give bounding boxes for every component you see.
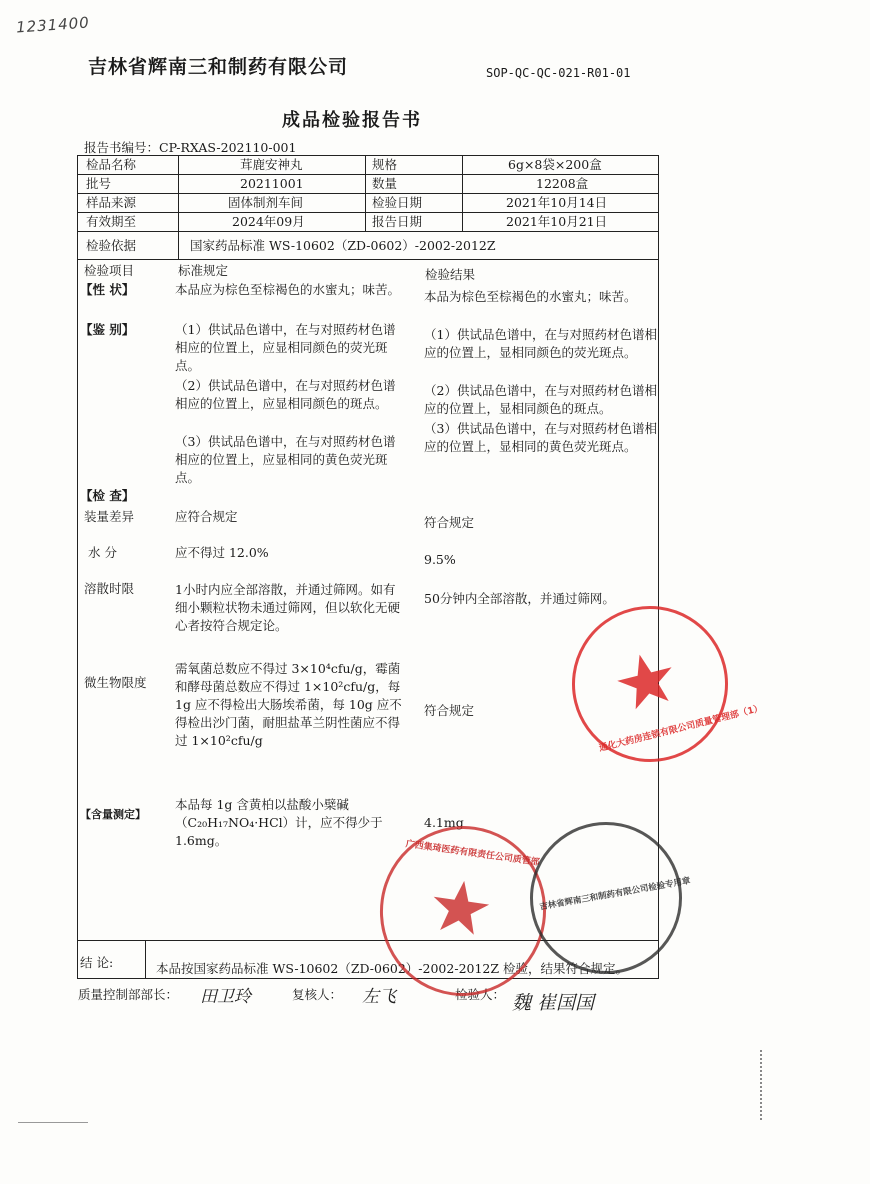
margin-scribble [760, 1050, 780, 1120]
standard-weishengwu: 需氧菌总数应不得过 3×10⁴cfu/g，霉菌和酵母菌总数应不得过 1×10²cfu/g，每 1g 应不得检出大肠埃希菌，每 10g 应不得检出沙门菌，耐胆盐革兰阴性菌应不得过 1×10²cfu/g [175, 661, 402, 748]
report-title: 成品检验报告书 [282, 110, 422, 131]
company-name: 吉林省辉南三和制药有限公司 [88, 56, 349, 78]
result-hanliang: 4.1mg [424, 815, 464, 830]
batch-label: 批号 [86, 176, 112, 191]
valid-until-label: 有效期至 [86, 214, 137, 229]
item-xingzhuang: 【性 状】 [80, 282, 135, 297]
column-item: 检验项目 [84, 263, 135, 278]
stamp-sanhe-text: 吉林省辉南三和制药有限公司检验专用章 [538, 876, 692, 913]
quantity-value: 12208盒 [536, 176, 589, 191]
item-weishengwu: 微生物限度 [84, 675, 147, 690]
report-date-value: 2021年10月21日 [506, 214, 608, 229]
table-rule [77, 259, 659, 260]
standard-xingzhuang: 本品应为棕色至棕褐色的水蜜丸；味苦。 [175, 282, 401, 297]
handwritten-note: 1231400 [15, 13, 91, 37]
result-rongsan: 50分钟内全部溶散，并通过筛网。 [424, 591, 615, 606]
spec-value: 6g×8袋×200盒 [508, 157, 602, 172]
stamp-tonghua-text: 通化大药房连锁有限公司质量管理部（1） [598, 703, 764, 755]
valid-until-value: 2024年09月 [232, 214, 305, 229]
table-rule [145, 940, 146, 979]
table-rule [178, 155, 179, 259]
standard-jianbie-2: （2）供试品色谱中，在与对照药材色谱相应的位置上，应显相同颜色的斑点。 [175, 378, 396, 411]
item-shuifen: 水 分 [88, 545, 117, 560]
table-rule [365, 155, 366, 231]
result-jianbie-2: （2）供试品色谱中，在与对照药材色谱相应的位置上，显相同颜色的斑点。 [424, 383, 657, 416]
item-hanliang: 【含量测定】 [80, 808, 146, 821]
standard-hanliang: 本品每 1g 含黄柏以盐酸小檗碱（C₂₀H₁₇NO₄·HCl）计，应不得少于 1.6mg。 [175, 797, 383, 848]
stamp-guangxi-text: 广西集琦医药有限责任公司质管部 [405, 839, 541, 869]
report-date-label: 报告日期 [372, 214, 423, 229]
item-rongsan: 溶散时限 [84, 581, 135, 596]
product-name-label: 检品名称 [86, 157, 137, 172]
qc-head-signature: 田卫玲 [200, 987, 251, 1007]
inspect-date-value: 2021年10月14日 [506, 195, 608, 210]
inspector-label: 检验人： [455, 987, 506, 1002]
conclusion-label: 结 论: [80, 955, 114, 970]
column-standard: 标准规定 [178, 263, 229, 278]
product-name-value: 茸鹿安神丸 [240, 157, 303, 172]
spec-label: 规格 [372, 157, 398, 172]
sample-source-label: 样品来源 [86, 195, 137, 210]
standard-jianbie-3: （3）供试品色谱中，在与对照药材色谱相应的位置上，应显相同的黄色荧光斑点。 [175, 434, 396, 485]
item-zhuangliang: 装量差异 [84, 509, 135, 524]
item-jiancha: 【检 查】 [80, 488, 135, 503]
result-weishengwu: 符合规定 [424, 703, 475, 718]
result-zhuangliang: 符合规定 [424, 515, 475, 530]
conclusion-text: 本品按国家药品标准 WS-10602（ZD-0602）-2002-2012Z 检验，结果符合规定。 [156, 961, 629, 976]
quantity-label: 数量 [372, 176, 398, 191]
basis-value: 国家药品标准 WS-10602（ZD-0602）-2002-2012Z [190, 238, 496, 253]
reviewer-label: 复核人： [292, 987, 343, 1002]
standard-jianbie-1: （1）供试品色谱中，在与对照药材色谱相应的位置上，应显相同颜色的荧光斑点。 [175, 322, 396, 373]
standard-rongsan: 1小时内应全部溶散，并通过筛网。如有细小颗粒状物未通过筛网，但以软化无硬心者按符合规定论。 [175, 582, 401, 633]
basis-label: 检验依据 [86, 238, 137, 253]
bottom-mark [18, 1122, 88, 1123]
result-shuifen: 9.5% [424, 552, 456, 567]
result-jianbie-3: （3）供试品色谱中，在与对照药材色谱相应的位置上，显相同的黄色荧光斑点。 [424, 421, 657, 454]
qc-head-label: 质量控制部部长： [78, 987, 179, 1002]
standard-shuifen: 应不得过 12.0% [175, 545, 269, 560]
standard-zhuangliang: 应符合规定 [175, 509, 238, 524]
column-result: 检验结果 [425, 267, 476, 282]
document-code: SOP-QC-QC-021-R01-01 [486, 66, 631, 80]
report-number: 报告书编号：CP-RXAS-202110-001 [84, 140, 297, 155]
item-jianbie: 【鉴 别】 [80, 322, 135, 337]
batch-value: 20211001 [240, 176, 304, 191]
sample-source-value: 固体制剂车间 [228, 195, 304, 210]
result-jianbie-1: （1）供试品色谱中，在与对照药材色谱相应的位置上，显相同颜色的荧光斑点。 [424, 327, 657, 360]
inspector-signature: 魏 崔国国 [512, 992, 595, 1014]
inspect-date-label: 检验日期 [372, 195, 423, 210]
table-rule [77, 231, 659, 232]
table-rule [462, 155, 463, 231]
result-xingzhuang: 本品为棕色至棕褐色的水蜜丸；味苦。 [424, 289, 637, 304]
reviewer-signature: 左飞 [362, 987, 396, 1007]
